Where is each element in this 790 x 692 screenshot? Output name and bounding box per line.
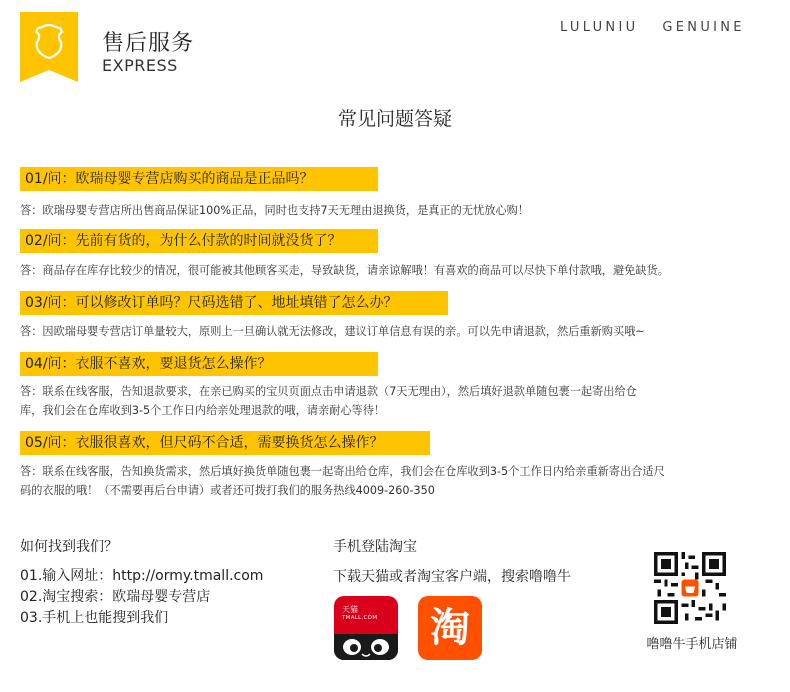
brand-name: LULUNIU [560, 20, 639, 35]
faq-question: 01/问：欧瑞母婴专营店购买的商品是正品吗？ [20, 167, 378, 191]
faq-answer [20, 261, 760, 280]
tmall-face [334, 634, 398, 660]
tmall-label: 天猫 [342, 605, 358, 614]
faq-title: 常见问题答疑 [337, 108, 452, 130]
faq-answer [20, 382, 760, 420]
faq-answer [20, 201, 760, 220]
answer-line: 答：商品存在库存比较少的情况，很可能被其他顾客买走，导致缺货，请亲谅解哦！有喜欢的商品可以尽快下单付款哦，避免缺货。 [20, 264, 669, 277]
list-item: 01.输入网址：http://ormy.tmall.com [20, 568, 264, 584]
answer-line: 答：联系在线客服，告知换货需求，然后填好换货单随包裹一起寄出给仓库，我们会在仓库收到3-5个工作日内给亲重新寄出合适尺 [20, 465, 665, 478]
faq-question: 02/问：先前有货的，为什么付款的时间就没货了？ [20, 229, 378, 253]
list-item: 03.手机上也能搜到我们 [20, 610, 169, 626]
list-item: 02.淘宝搜索：欧瑞母婴专营店 [20, 589, 211, 605]
faq-question: 03/问：可以修改订单吗？尺码选错了、地址填错了怎么办？ [20, 291, 448, 315]
section-title: 售后服务 [102, 31, 195, 56]
faq-question: 05/问：衣服很喜欢，但尺码不合适，需要换货怎么操作？ [20, 431, 430, 455]
mobile-heading: 手机登陆淘宝 [333, 539, 417, 555]
tmall-app-icon[interactable] [334, 596, 398, 660]
faq-answer [20, 322, 760, 341]
answer-line: 库，我们会在仓库收到3-5个工作日内给亲处理退款的哦，请亲耐心等待！ [20, 404, 386, 417]
cat-face-icon [334, 634, 398, 660]
answer-line: 码的衣服的哦！（不需要再后台申请）或者还可拨打我们的服务热线4009-260-350 [20, 484, 435, 497]
faq-question: 04/问：衣服不喜欢，要退货怎么操作？ [20, 352, 378, 376]
taobao-glyph: 淘 [430, 605, 470, 651]
qr-caption: 噜噜牛手机店铺 [646, 637, 738, 652]
brand-tagline [560, 20, 745, 35]
shield-badge-icon [20, 12, 78, 82]
faq-answer [20, 462, 760, 500]
answer-line: 答：联系在线客服，告知退款要求，在亲已购买的宝贝页面点击申请退款（7天无理由），然后填好退款单随包裹一起寄出给仓 [20, 385, 637, 398]
mobile-subheading: 下载天猫或者淘宝客户端，搜索噜噜牛 [333, 569, 571, 585]
answer-line: 答：欧瑞母婴专营店所出售商品保证100%正品，同时也支持7天无理由退换货，是真正的无忧放心购！ [20, 204, 529, 217]
taobao-app-icon[interactable] [418, 596, 482, 660]
find-us-list [20, 566, 263, 629]
qr-code-icon[interactable] [654, 552, 726, 624]
brand-genuine: GENUINE [662, 20, 745, 35]
section-subtitle: EXPRESS [102, 56, 178, 75]
tmall-url: TMALL.COM [342, 615, 378, 621]
find-us-heading: 如何找到我们？ [20, 539, 118, 555]
answer-line: 答：因欧瑞母婴专营店订单量较大，原则上一旦确认就无法修改，建议订单信息有误的亲。可以先申请退款，然后重新购买哦~ [20, 325, 645, 338]
